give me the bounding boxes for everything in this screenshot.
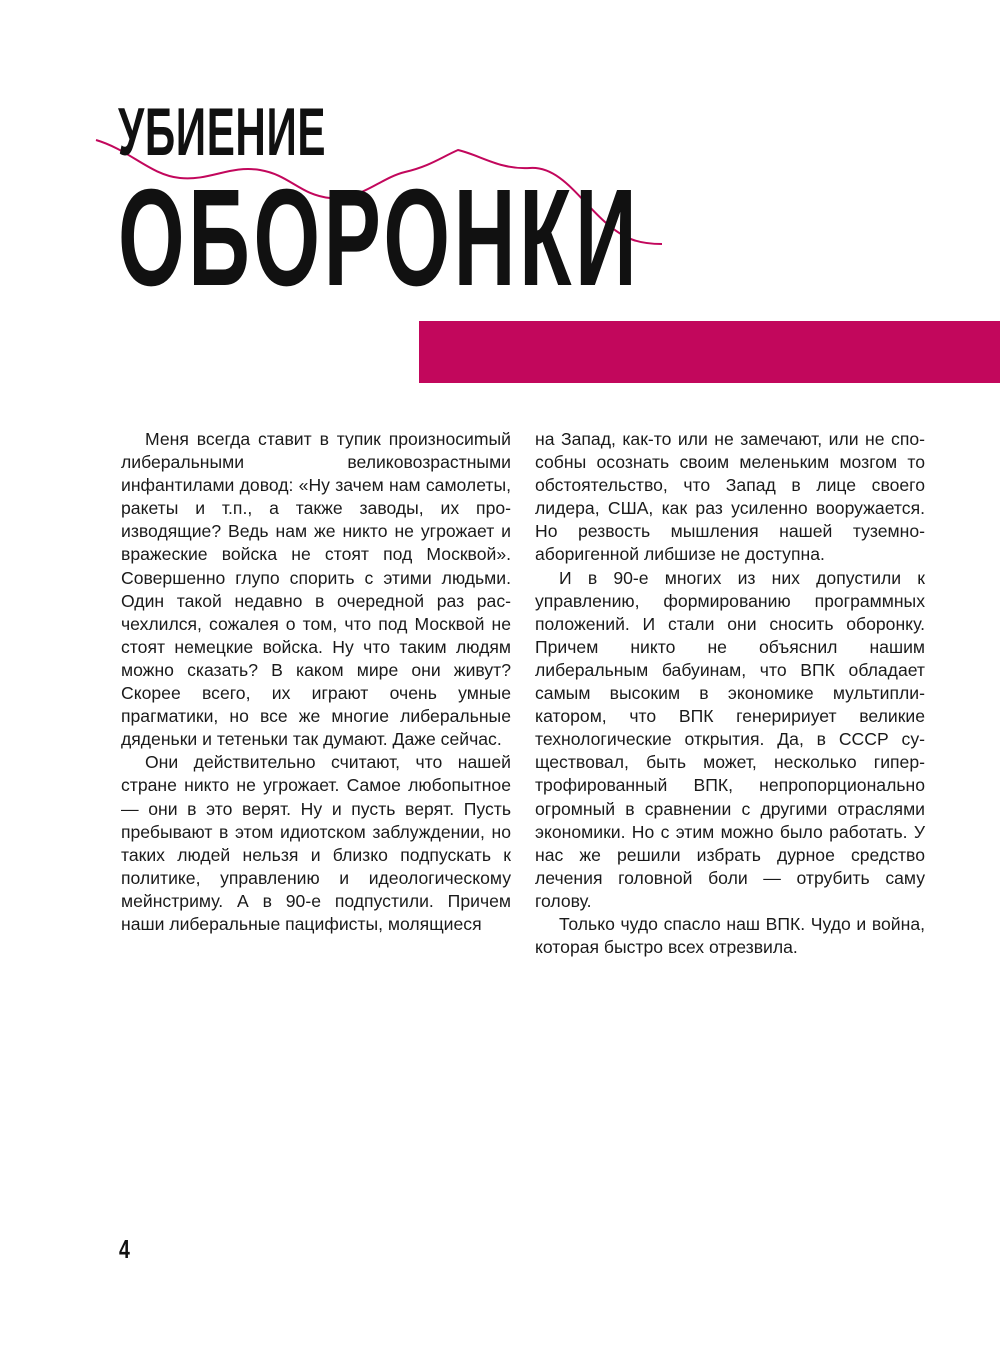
text-column-left xyxy=(121,428,511,936)
paragraph: И в 90-е многих из них допустили к управлению, формированию программных положений. И стали они сносить оборонку. Причем никто не объяснил нашим либеральным бабуинам, что ВПК обладает самым высоким в экономике мультипликатором, что ВПК генеририует великие технологические открытия. Да, в СССР существовал, быть может, несколько гипертрофированный ВПК, непропорционально огромный в сравнении с другими отраслями экономики. Но с этим можно было работать. У нас же решили избрать дурное средство лечения головной боли — отрубить саму голову. xyxy=(535,567,925,911)
title-line-2: ОБОРОНКИ xyxy=(118,161,641,315)
page-number: 4 xyxy=(119,1234,130,1264)
text-column-right xyxy=(535,428,925,959)
paragraph: Они действительно считают, что нашей стране никто не угрожает. Самое любопытное — они в это верят. Ну и пусть верят. Пусть пребывают в этом идиотском заблуждении, но таких людей нельзя и близко подпускать к политике, управлению и идеологическому мейнстриму. А в 90-е подпустили. Причем наши либеральные пацифисты, молящиеся xyxy=(121,752,511,934)
paragraph: Меня всегда ставит в тупик произносиmый либеральными великовозрастными инфантилами довод: «Ну зачем нам самолеты, ракеты и т.п., а также заводы, их производящие? Ведь нам же никто не угрожает и вражеские войска не стоят под Москвой». Совершенно глупо спорить с этими людьми. Один такой недавно в очередной раз расчехлился, сожалея о том, что под Москвой не стоят немецкие войска. Ну что таким людям можно сказать? В каком мире они живут? Скорее всего, их играют очень умные прагматики, но все же многие либеральные дяденьки и тетеньки так думают. Даже сейчас. xyxy=(121,429,511,750)
paragraph: Только чудо спасло наш ВПК. Чудо и война, которая быстро всех отрезвила. xyxy=(535,913,925,958)
accent-bar xyxy=(419,321,1000,383)
paragraph-continuation: на Запад, как-то или не замечают, или не способны осознать своим меленьким мозгом то обстоятельство, что Запад в лице своего лидера, США, как раз усиленно вооружается. Но резвость мышления нашей туземно-аборигенной либшизе не доступна. xyxy=(535,429,925,565)
title-line-1: УБИЕНИЕ xyxy=(118,94,327,170)
